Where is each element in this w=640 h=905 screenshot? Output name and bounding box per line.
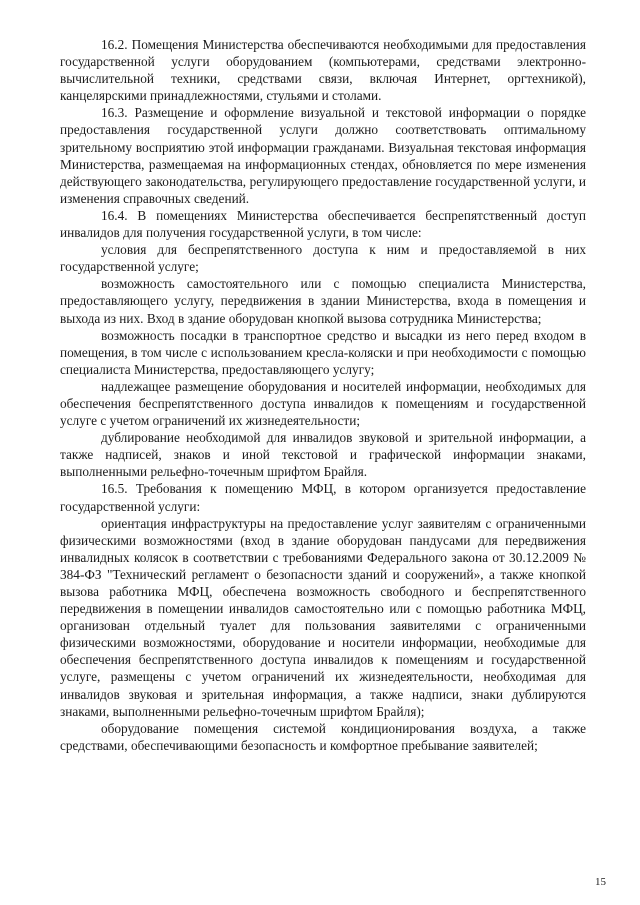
- list-item-duplication: дублирование необходимой для инвалидов звуковой и зрительной информации, а также надписей, знаков и иной текстовой и графической информации знаками, выполненными рельефно-точечным шрифтом Брайля.: [60, 430, 586, 480]
- list-item-infrastructure: ориентация инфраструктуры на предоставление услуг заявителям с ограниченными физическими возможностями (вход в здание оборудован пандусами для передвижения инвалидных колясок в соответствии с требованиями Федерального закона от 30.12.2009 № 384-ФЗ "Технический регламент о безопасности зданий и сооружений», а также кнопкой вызова работника МФЦ, обеспечена возможность свободного и беспрепятственного передвижения в помещении инвалидов самостоятельно или с помощью работника МФЦ, организован отдельный туалет для пользования заявителями с ограниченными физическими возможностями, оборудование и носители информации, необходимые для обеспечения беспрепятственного доступа инвалидов к помещениям и государственной услуге, размещены с учетом ограничений их жизнедеятельности, необходимая для инвалидов звуковая и зрительная информация, а также надписи, знаки дублируются знаками, выполненными рельефно-точечным шрифтом Брайля);: [60, 515, 586, 719]
- list-item-access-conditions: условия для беспрепятственного доступа к ним и предоставляемой в них государственной услуге;: [60, 242, 586, 275]
- paragraph-16-4: 16.4. В помещениях Министерства обеспечивается беспрепятственный доступ инвалидов для получения государственной услуги, в том числе:: [60, 207, 586, 241]
- page-number: 15: [595, 876, 606, 888]
- list-item-movement: возможность самостоятельного или с помощью специалиста Министерства, предоставляющего услугу, передвижения в здании Министерства, входа в помещения и выхода из них. Вход в здание оборудован кнопкой вызова сотрудника Министерства;: [60, 276, 586, 326]
- paragraph-16-3: 16.3. Размещение и оформление визуальной и текстовой информации о порядке предоставления государственной услуги должно соответствовать оптимальному зрительному восприятию этой информации гражданами. Визуальная текстовая информация Министерства, размещаемая на информационных стендах, обновляется по мере изменения действующего законодательства, регулирующего предоставление государственной услуги, и изменения справочных сведений.: [60, 105, 586, 206]
- list-item-equipment-placement: надлежащее размещение оборудования и носителей информации, необходимых для обеспечения беспрепятственного доступа инвалидов к помещениям и государственной услуге с учетом ограничений их жизнедеятельности;: [60, 378, 586, 429]
- document-body: [60, 36, 586, 754]
- list-item-transport: возможность посадки в транспортное средство и высадки из него перед входом в помещения, в том числе с использованием кресла-коляски и при необходимости с помощью специалиста Министерства, предоставляющего услугу;: [60, 327, 586, 377]
- paragraph-16-2: 16.2. Помещения Министерства обеспечиваются необходимыми для предоставления государственной услуги оборудованием (компьютерами, средствами электронно-вычислительной техники, средствами связи, включая Интернет, оргтехникой), канцелярскими принадлежностями, стульями и столами.: [60, 37, 586, 104]
- list-item-air-conditioning: оборудование помещения системой кондиционирования воздуха, а также средствами, обеспечивающими безопасность и комфортное пребывание заявителей;: [60, 720, 586, 753]
- paragraph-16-5: 16.5. Требования к помещению МФЦ, в котором организуется предоставление государственной услуги:: [60, 481, 586, 514]
